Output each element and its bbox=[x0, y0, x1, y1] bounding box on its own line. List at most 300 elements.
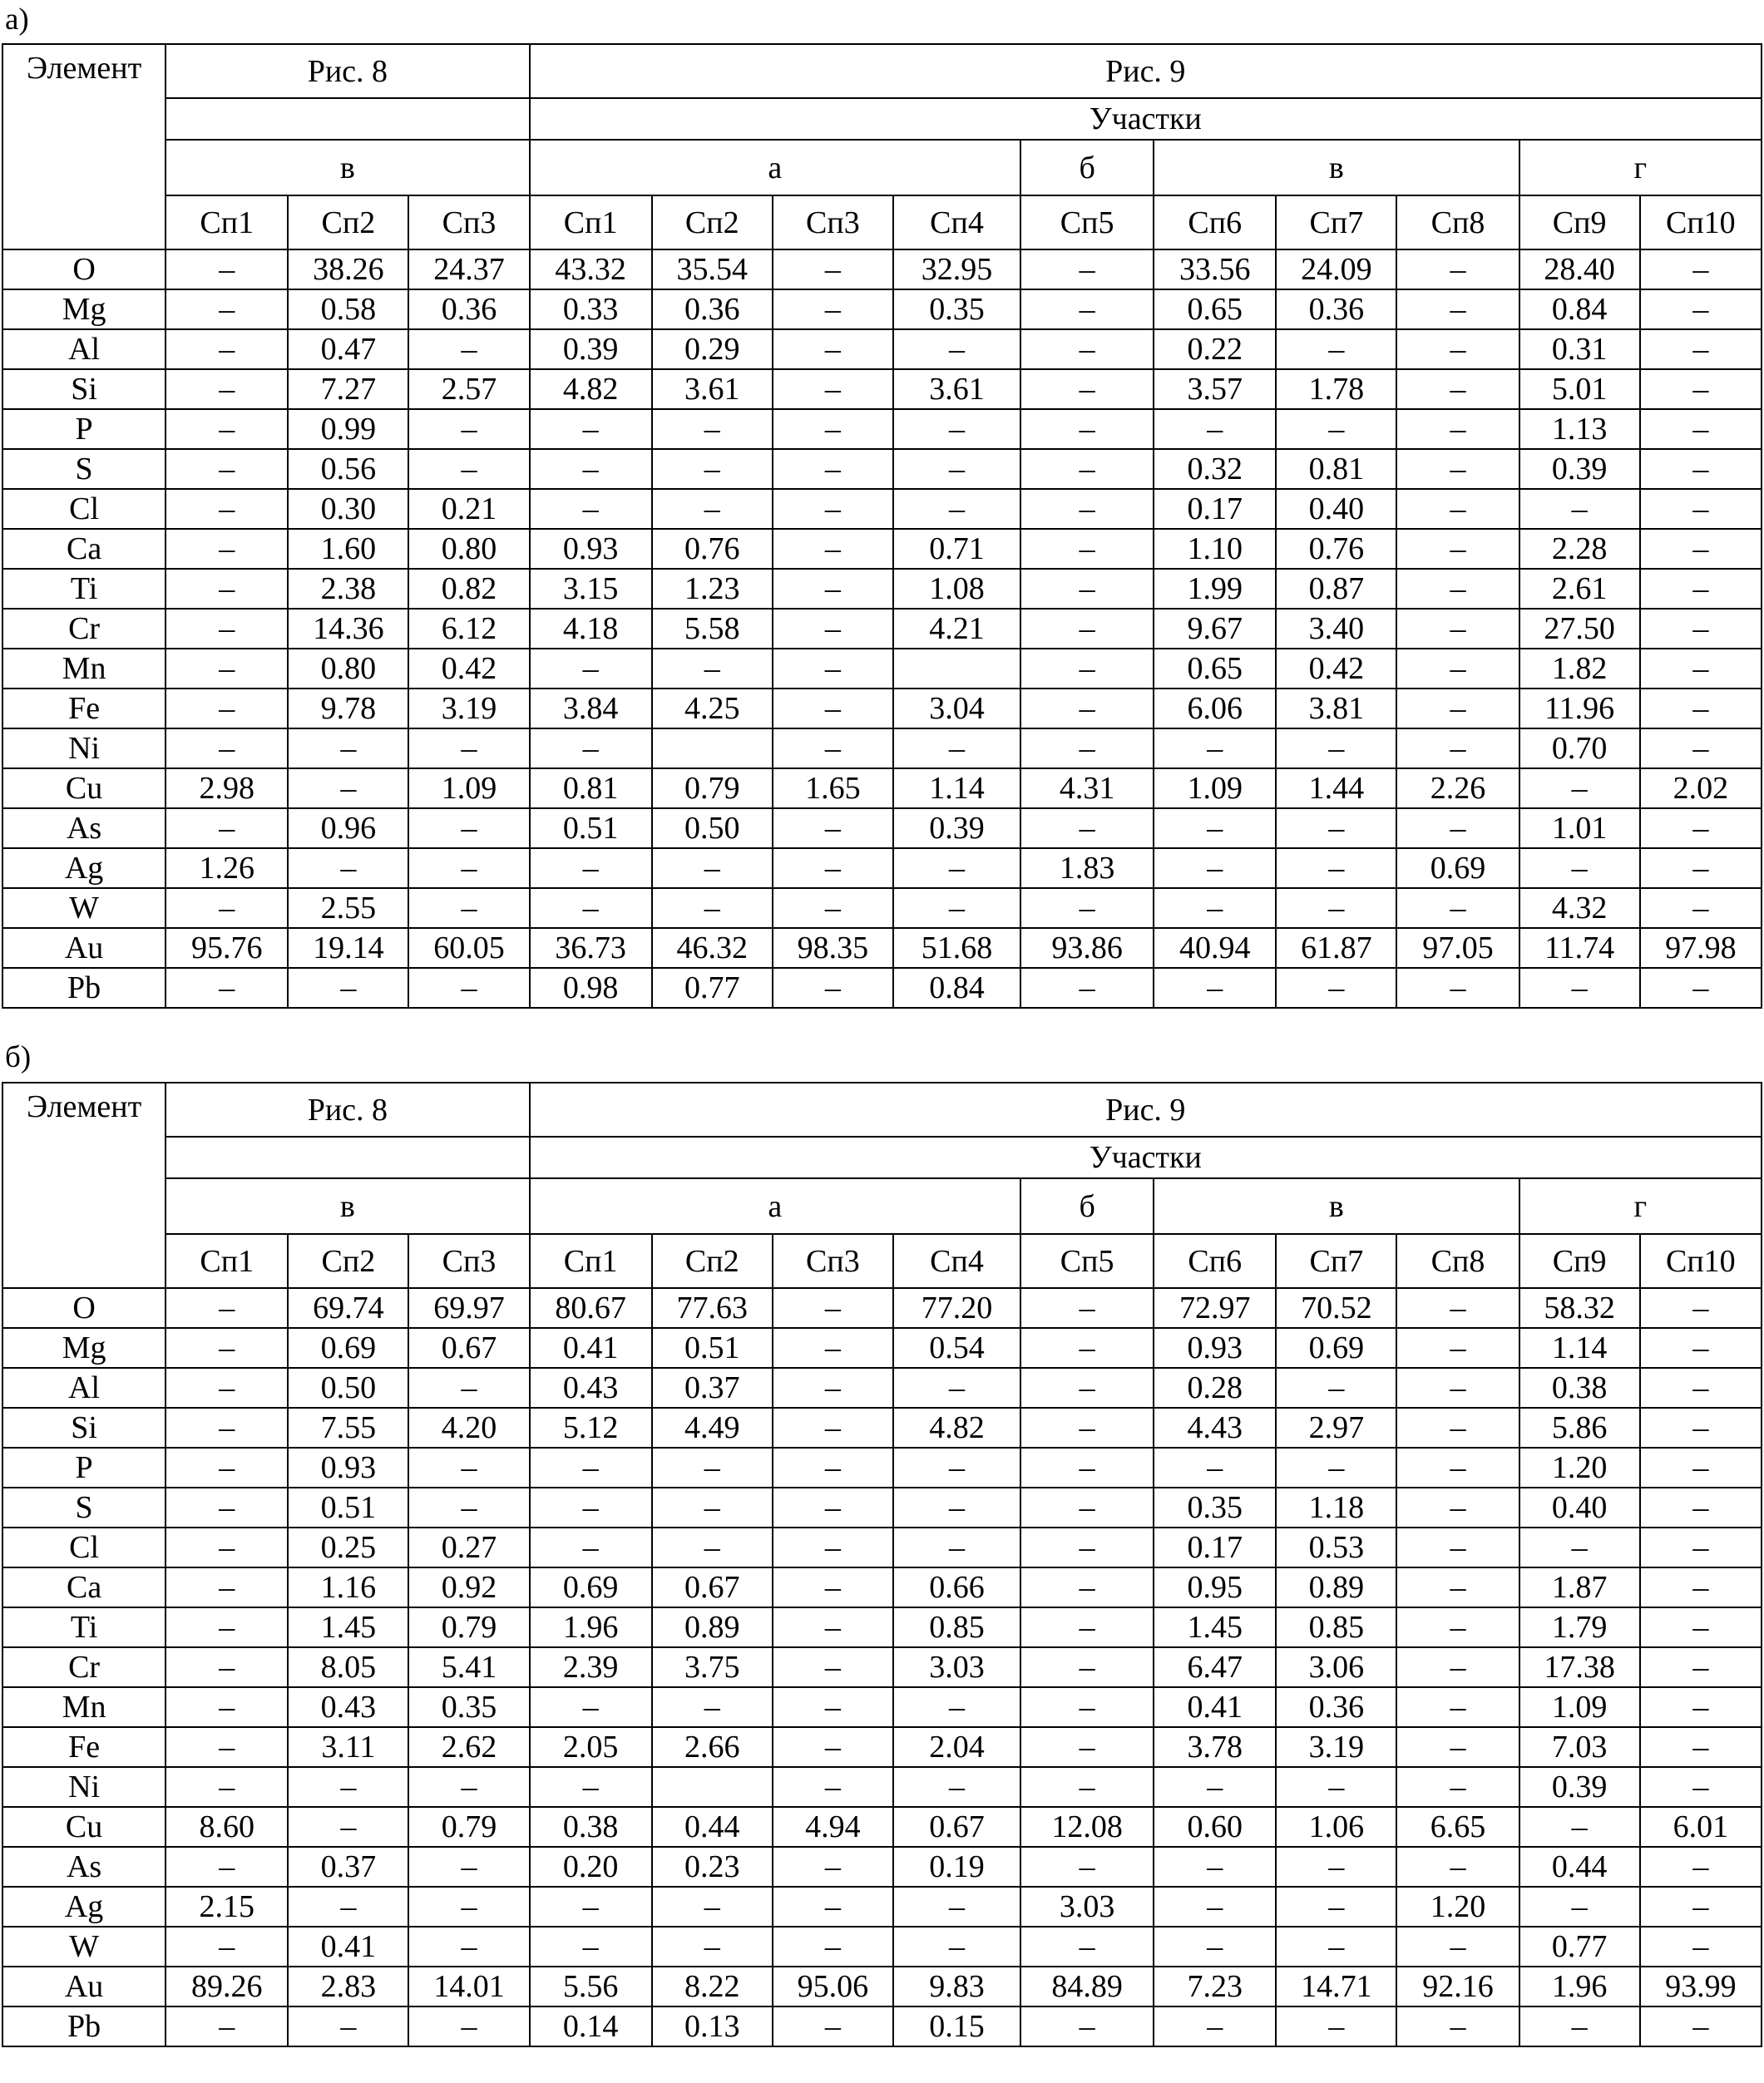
value-cell: – bbox=[1154, 728, 1276, 768]
value-cell: – bbox=[1640, 249, 1762, 289]
value-cell: 0.80 bbox=[408, 529, 529, 569]
value-cell: 2.02 bbox=[1640, 768, 1762, 808]
value-cell: 0.67 bbox=[652, 1567, 773, 1607]
header-group: а bbox=[530, 140, 1021, 195]
header-row-figures bbox=[2, 44, 1762, 98]
value-cell: – bbox=[408, 1448, 529, 1488]
value-cell: 0.54 bbox=[893, 1328, 1020, 1368]
value-cell: – bbox=[166, 808, 288, 848]
value-cell: – bbox=[1276, 1448, 1396, 1488]
value-cell: – bbox=[1020, 409, 1154, 449]
table-row bbox=[2, 1727, 1762, 1767]
value-cell: – bbox=[773, 808, 893, 848]
header-fig8-blank bbox=[166, 98, 529, 140]
value-cell: – bbox=[408, 449, 529, 489]
value-cell: 2.26 bbox=[1396, 768, 1519, 808]
value-cell: 0.38 bbox=[530, 1807, 652, 1847]
value-cell: – bbox=[1519, 2006, 1640, 2046]
value-cell: 0.80 bbox=[288, 649, 408, 689]
section-label-b: б) bbox=[5, 1040, 32, 1074]
value-cell: 40.94 bbox=[1154, 928, 1276, 968]
header-spectrum: Сп8 bbox=[1396, 195, 1519, 249]
value-cell: – bbox=[1519, 1528, 1640, 1567]
value-cell: 0.87 bbox=[1276, 569, 1396, 609]
value-cell: 2.83 bbox=[288, 1967, 408, 2006]
value-cell: 0.71 bbox=[893, 529, 1020, 569]
value-cell: – bbox=[893, 1927, 1020, 1967]
header-group: г bbox=[1519, 1178, 1762, 1234]
header-spectrum: Сп10 bbox=[1640, 1234, 1762, 1288]
value-cell: – bbox=[1020, 2006, 1154, 2046]
value-cell: – bbox=[1640, 1727, 1762, 1767]
value-cell: – bbox=[530, 728, 652, 768]
value-cell: 35.54 bbox=[652, 249, 773, 289]
value-cell: 5.12 bbox=[530, 1408, 652, 1448]
value-cell: 0.22 bbox=[1154, 329, 1276, 369]
value-cell: – bbox=[1154, 409, 1276, 449]
value-cell: 8.05 bbox=[288, 1647, 408, 1687]
value-cell: – bbox=[288, 1807, 408, 1847]
header-spectrum: Сп3 bbox=[408, 195, 529, 249]
value-cell: – bbox=[166, 609, 288, 649]
value-cell: – bbox=[1154, 968, 1276, 1008]
value-cell: 1.44 bbox=[1276, 768, 1396, 808]
value-cell: – bbox=[1640, 1607, 1762, 1647]
value-cell: 0.67 bbox=[893, 1807, 1020, 1847]
value-cell: – bbox=[1396, 249, 1519, 289]
table-row bbox=[2, 848, 1762, 888]
table-row bbox=[2, 489, 1762, 529]
value-cell: – bbox=[1276, 329, 1396, 369]
value-cell: 4.25 bbox=[652, 689, 773, 728]
value-cell: – bbox=[1020, 289, 1154, 329]
element-symbol: Ni bbox=[2, 728, 166, 768]
value-cell: – bbox=[773, 1847, 893, 1887]
value-cell: – bbox=[652, 1687, 773, 1727]
value-cell: 93.99 bbox=[1640, 1967, 1762, 2006]
value-cell: 1.20 bbox=[1519, 1448, 1640, 1488]
value-cell: 84.89 bbox=[1020, 1967, 1154, 2006]
value-cell: 17.38 bbox=[1519, 1647, 1640, 1687]
value-cell: – bbox=[166, 489, 288, 529]
header-spectrum: Сп5 bbox=[1020, 195, 1154, 249]
value-cell: – bbox=[1020, 329, 1154, 369]
value-cell: 2.66 bbox=[652, 1727, 773, 1767]
header-group: в bbox=[1154, 1178, 1519, 1234]
value-cell: – bbox=[1640, 848, 1762, 888]
table-row bbox=[2, 649, 1762, 689]
value-cell: 0.67 bbox=[408, 1328, 529, 1368]
element-symbol: Cl bbox=[2, 1528, 166, 1567]
value-cell: 0.76 bbox=[1276, 529, 1396, 569]
value-cell: – bbox=[652, 1528, 773, 1567]
element-symbol: S bbox=[2, 449, 166, 489]
value-cell: – bbox=[1396, 1847, 1519, 1887]
value-cell: 2.04 bbox=[893, 1727, 1020, 1767]
header-spectrum: Сп8 bbox=[1396, 1234, 1519, 1288]
value-cell: – bbox=[893, 1448, 1020, 1488]
value-cell: 3.04 bbox=[893, 689, 1020, 728]
value-cell: 70.52 bbox=[1276, 1288, 1396, 1328]
value-cell: 1.13 bbox=[1519, 409, 1640, 449]
value-cell: 0.51 bbox=[530, 808, 652, 848]
value-cell: 3.03 bbox=[893, 1647, 1020, 1687]
value-cell: 0.81 bbox=[1276, 449, 1396, 489]
value-cell: – bbox=[1020, 569, 1154, 609]
header-spectrum: Сп9 bbox=[1519, 1234, 1640, 1288]
value-cell: – bbox=[166, 529, 288, 569]
value-cell: – bbox=[1020, 249, 1154, 289]
value-cell: – bbox=[166, 1328, 288, 1368]
value-cell: 0.85 bbox=[1276, 1607, 1396, 1647]
element-symbol: Ti bbox=[2, 1607, 166, 1647]
value-cell: 2.57 bbox=[408, 369, 529, 409]
header-spectrum: Сп3 bbox=[773, 195, 893, 249]
value-cell: 1.06 bbox=[1276, 1807, 1396, 1847]
value-cell: 0.30 bbox=[288, 489, 408, 529]
value-cell: – bbox=[166, 2006, 288, 2046]
value-cell: – bbox=[288, 1767, 408, 1807]
value-cell: 19.14 bbox=[288, 928, 408, 968]
value-cell: – bbox=[1640, 409, 1762, 449]
header-row-areas bbox=[2, 98, 1762, 140]
value-cell: 0.77 bbox=[652, 968, 773, 1008]
value-cell: – bbox=[1396, 689, 1519, 728]
header-group: г bbox=[1519, 140, 1762, 195]
value-cell: – bbox=[773, 1927, 893, 1967]
value-cell: 0.41 bbox=[530, 1328, 652, 1368]
value-cell: 6.06 bbox=[1154, 689, 1276, 728]
header-spectrum: Сп4 bbox=[893, 1234, 1020, 1288]
element-symbol: Al bbox=[2, 1368, 166, 1408]
value-cell: – bbox=[1396, 609, 1519, 649]
value-cell: – bbox=[1276, 888, 1396, 928]
value-cell: – bbox=[1020, 1448, 1154, 1488]
value-cell: 1.09 bbox=[408, 768, 529, 808]
header-row-groups bbox=[2, 1178, 1762, 1234]
value-cell: – bbox=[1396, 1767, 1519, 1807]
header-spectrum: Сп1 bbox=[530, 195, 652, 249]
value-cell: – bbox=[166, 409, 288, 449]
value-cell: 0.58 bbox=[288, 289, 408, 329]
header-group: б bbox=[1020, 1178, 1154, 1234]
value-cell: – bbox=[1276, 848, 1396, 888]
table-row bbox=[2, 609, 1762, 649]
value-cell: – bbox=[1396, 409, 1519, 449]
table-row bbox=[2, 289, 1762, 329]
value-cell: 1.14 bbox=[893, 768, 1020, 808]
value-cell: – bbox=[893, 1488, 1020, 1528]
value-cell: – bbox=[1020, 888, 1154, 928]
value-cell: 4.20 bbox=[408, 1408, 529, 1448]
value-cell: – bbox=[408, 1488, 529, 1528]
value-cell: – bbox=[1020, 1567, 1154, 1607]
value-cell: 0.36 bbox=[1276, 1687, 1396, 1727]
element-symbol: Mg bbox=[2, 1328, 166, 1368]
value-cell: – bbox=[408, 409, 529, 449]
table-row bbox=[2, 1767, 1762, 1807]
value-cell: – bbox=[773, 369, 893, 409]
element-symbol: P bbox=[2, 1448, 166, 1488]
element-symbol: Mn bbox=[2, 649, 166, 689]
value-cell: 0.89 bbox=[652, 1607, 773, 1647]
value-cell: 0.43 bbox=[530, 1368, 652, 1408]
value-cell: 0.42 bbox=[408, 649, 529, 689]
table-row bbox=[2, 449, 1762, 489]
value-cell: 1.26 bbox=[166, 848, 288, 888]
value-cell: – bbox=[652, 1448, 773, 1488]
value-cell: 0.47 bbox=[288, 329, 408, 369]
value-cell: – bbox=[773, 1647, 893, 1687]
value-cell: 1.09 bbox=[1519, 1687, 1640, 1727]
value-cell: – bbox=[1020, 609, 1154, 649]
value-cell: 0.99 bbox=[288, 409, 408, 449]
value-cell: – bbox=[1020, 649, 1154, 689]
value-cell: 69.74 bbox=[288, 1288, 408, 1328]
value-cell: 0.84 bbox=[893, 968, 1020, 1008]
value-cell: 0.38 bbox=[1519, 1368, 1640, 1408]
table-row bbox=[2, 249, 1762, 289]
value-cell: – bbox=[166, 1607, 288, 1647]
element-symbol: Si bbox=[2, 369, 166, 409]
value-cell: – bbox=[1640, 1887, 1762, 1927]
value-cell: – bbox=[1640, 609, 1762, 649]
value-cell: 0.25 bbox=[288, 1528, 408, 1567]
value-cell: 4.18 bbox=[530, 609, 652, 649]
value-cell: 0.81 bbox=[530, 768, 652, 808]
value-cell: – bbox=[530, 1448, 652, 1488]
value-cell: 0.35 bbox=[893, 289, 1020, 329]
value-cell: – bbox=[1396, 1328, 1519, 1368]
header-group: в bbox=[166, 1178, 529, 1234]
header-fig8: Рис. 8 bbox=[166, 1083, 529, 1137]
value-cell: – bbox=[1020, 449, 1154, 489]
value-cell: – bbox=[166, 569, 288, 609]
header-areas: Участки bbox=[530, 1137, 1762, 1178]
value-cell: – bbox=[652, 1887, 773, 1927]
value-cell: – bbox=[652, 409, 773, 449]
value-cell: – bbox=[773, 1687, 893, 1727]
value-cell: 80.67 bbox=[530, 1288, 652, 1328]
header-spectrum: Сп7 bbox=[1276, 195, 1396, 249]
value-cell: – bbox=[1640, 808, 1762, 848]
value-cell: – bbox=[166, 249, 288, 289]
value-cell: 3.19 bbox=[408, 689, 529, 728]
value-cell: – bbox=[166, 1528, 288, 1567]
element-symbol: Cu bbox=[2, 768, 166, 808]
value-cell: – bbox=[1020, 808, 1154, 848]
value-cell: – bbox=[652, 888, 773, 928]
value-cell: – bbox=[1519, 848, 1640, 888]
value-cell: – bbox=[1020, 968, 1154, 1008]
table-row bbox=[2, 1567, 1762, 1607]
value-cell: – bbox=[1020, 689, 1154, 728]
value-cell bbox=[893, 649, 1020, 689]
value-cell: – bbox=[1396, 728, 1519, 768]
value-cell: – bbox=[530, 848, 652, 888]
value-cell: 43.32 bbox=[530, 249, 652, 289]
value-cell: 11.74 bbox=[1519, 928, 1640, 968]
value-cell: 0.23 bbox=[652, 1847, 773, 1887]
element-symbol: Ni bbox=[2, 1767, 166, 1807]
value-cell: – bbox=[1640, 449, 1762, 489]
value-cell: 0.92 bbox=[408, 1567, 529, 1607]
value-cell: – bbox=[408, 968, 529, 1008]
value-cell: – bbox=[1396, 289, 1519, 329]
header-spectrum: Сп3 bbox=[773, 1234, 893, 1288]
value-cell: 0.21 bbox=[408, 489, 529, 529]
table-row bbox=[2, 808, 1762, 848]
value-cell: – bbox=[1640, 1767, 1762, 1807]
value-cell: – bbox=[1396, 1687, 1519, 1727]
value-cell: – bbox=[1396, 1368, 1519, 1408]
table-row bbox=[2, 728, 1762, 768]
header-spectrum: Сп5 bbox=[1020, 1234, 1154, 1288]
value-cell: 0.36 bbox=[652, 289, 773, 329]
element-symbol: Pb bbox=[2, 968, 166, 1008]
value-cell: – bbox=[1640, 1368, 1762, 1408]
value-cell: 4.43 bbox=[1154, 1408, 1276, 1448]
value-cell: – bbox=[893, 728, 1020, 768]
element-symbol: Si bbox=[2, 1408, 166, 1448]
value-cell: – bbox=[1020, 1927, 1154, 1967]
table-row bbox=[2, 1488, 1762, 1528]
value-cell: 0.76 bbox=[652, 529, 773, 569]
value-cell: 0.96 bbox=[288, 808, 408, 848]
value-cell: – bbox=[893, 489, 1020, 529]
value-cell: – bbox=[773, 888, 893, 928]
value-cell: – bbox=[166, 1368, 288, 1408]
value-cell: 0.95 bbox=[1154, 1567, 1276, 1607]
value-cell: – bbox=[773, 569, 893, 609]
value-cell: – bbox=[166, 1927, 288, 1967]
header-spectrum: Сп1 bbox=[166, 195, 288, 249]
value-cell: – bbox=[1640, 968, 1762, 1008]
value-cell: – bbox=[166, 1408, 288, 1448]
value-cell: – bbox=[408, 2006, 529, 2046]
value-cell: 1.45 bbox=[1154, 1607, 1276, 1647]
value-cell: – bbox=[652, 1927, 773, 1967]
value-cell: – bbox=[773, 1448, 893, 1488]
value-cell: – bbox=[408, 329, 529, 369]
value-cell bbox=[652, 1767, 773, 1807]
value-cell: – bbox=[1276, 2006, 1396, 2046]
value-cell: – bbox=[893, 329, 1020, 369]
value-cell: – bbox=[166, 289, 288, 329]
value-cell: – bbox=[408, 1368, 529, 1408]
value-cell: – bbox=[773, 848, 893, 888]
value-cell: – bbox=[773, 1727, 893, 1767]
value-cell: 28.40 bbox=[1519, 249, 1640, 289]
value-cell: 3.03 bbox=[1020, 1887, 1154, 1927]
value-cell: – bbox=[530, 1887, 652, 1927]
table-row bbox=[2, 569, 1762, 609]
header-fig8-blank bbox=[166, 1137, 529, 1178]
table-row bbox=[2, 1847, 1762, 1887]
value-cell: – bbox=[1154, 1847, 1276, 1887]
value-cell: – bbox=[1154, 1887, 1276, 1927]
value-cell: 93.86 bbox=[1020, 928, 1154, 968]
value-cell: 0.31 bbox=[1519, 329, 1640, 369]
value-cell: 2.98 bbox=[166, 768, 288, 808]
value-cell: – bbox=[893, 1687, 1020, 1727]
value-cell: 0.65 bbox=[1154, 649, 1276, 689]
value-cell: 7.23 bbox=[1154, 1967, 1276, 2006]
value-cell: 4.32 bbox=[1519, 888, 1640, 928]
value-cell: – bbox=[1640, 1288, 1762, 1328]
table-row bbox=[2, 1887, 1762, 1927]
value-cell: – bbox=[1640, 1567, 1762, 1607]
header-spectrum: Сп2 bbox=[652, 195, 773, 249]
value-cell: 0.85 bbox=[893, 1607, 1020, 1647]
value-cell: – bbox=[1020, 1488, 1154, 1528]
value-cell: – bbox=[1396, 1528, 1519, 1567]
value-cell: – bbox=[166, 649, 288, 689]
value-cell: 1.45 bbox=[288, 1607, 408, 1647]
value-cell: – bbox=[1396, 369, 1519, 409]
value-cell: – bbox=[773, 649, 893, 689]
value-cell: – bbox=[1640, 329, 1762, 369]
value-cell: 4.49 bbox=[652, 1408, 773, 1448]
header-row-spectra bbox=[2, 195, 1762, 249]
value-cell: 2.39 bbox=[530, 1647, 652, 1687]
value-cell: – bbox=[166, 1847, 288, 1887]
value-cell: – bbox=[1020, 1368, 1154, 1408]
table-row bbox=[2, 689, 1762, 728]
table-row bbox=[2, 369, 1762, 409]
value-cell: 1.16 bbox=[288, 1567, 408, 1607]
value-cell: – bbox=[773, 2006, 893, 2046]
value-cell: – bbox=[1276, 409, 1396, 449]
value-cell: 0.79 bbox=[652, 768, 773, 808]
value-cell: – bbox=[773, 689, 893, 728]
value-cell: – bbox=[773, 289, 893, 329]
header-spectrum: Сп9 bbox=[1519, 195, 1640, 249]
value-cell: – bbox=[773, 249, 893, 289]
value-cell: 9.83 bbox=[893, 1967, 1020, 2006]
header-spectrum: Сп4 bbox=[893, 195, 1020, 249]
value-cell: 0.17 bbox=[1154, 1528, 1276, 1567]
header-element: Элемент bbox=[2, 1083, 166, 1288]
value-cell: 0.60 bbox=[1154, 1807, 1276, 1847]
value-cell: – bbox=[530, 649, 652, 689]
value-cell: 1.78 bbox=[1276, 369, 1396, 409]
value-cell: – bbox=[1640, 1328, 1762, 1368]
element-symbol: Ag bbox=[2, 848, 166, 888]
value-cell: 3.11 bbox=[288, 1727, 408, 1767]
value-cell: 2.15 bbox=[166, 1887, 288, 1927]
section-label-a: а) bbox=[5, 2, 29, 37]
value-cell: 5.86 bbox=[1519, 1408, 1640, 1448]
value-cell: – bbox=[773, 728, 893, 768]
value-cell: – bbox=[1154, 2006, 1276, 2046]
value-cell: 1.01 bbox=[1519, 808, 1640, 848]
table-row bbox=[2, 1448, 1762, 1488]
value-cell: 0.69 bbox=[1396, 848, 1519, 888]
value-cell: 9.67 bbox=[1154, 609, 1276, 649]
value-cell: – bbox=[288, 968, 408, 1008]
table-row bbox=[2, 329, 1762, 369]
element-symbol: W bbox=[2, 1927, 166, 1967]
table-row bbox=[2, 1607, 1762, 1647]
header-fig8: Рис. 8 bbox=[166, 44, 529, 98]
value-cell: 61.87 bbox=[1276, 928, 1396, 968]
value-cell: – bbox=[166, 369, 288, 409]
value-cell: 3.61 bbox=[893, 369, 1020, 409]
value-cell: – bbox=[1640, 1847, 1762, 1887]
value-cell: – bbox=[893, 1368, 1020, 1408]
value-cell: 0.39 bbox=[893, 808, 1020, 848]
